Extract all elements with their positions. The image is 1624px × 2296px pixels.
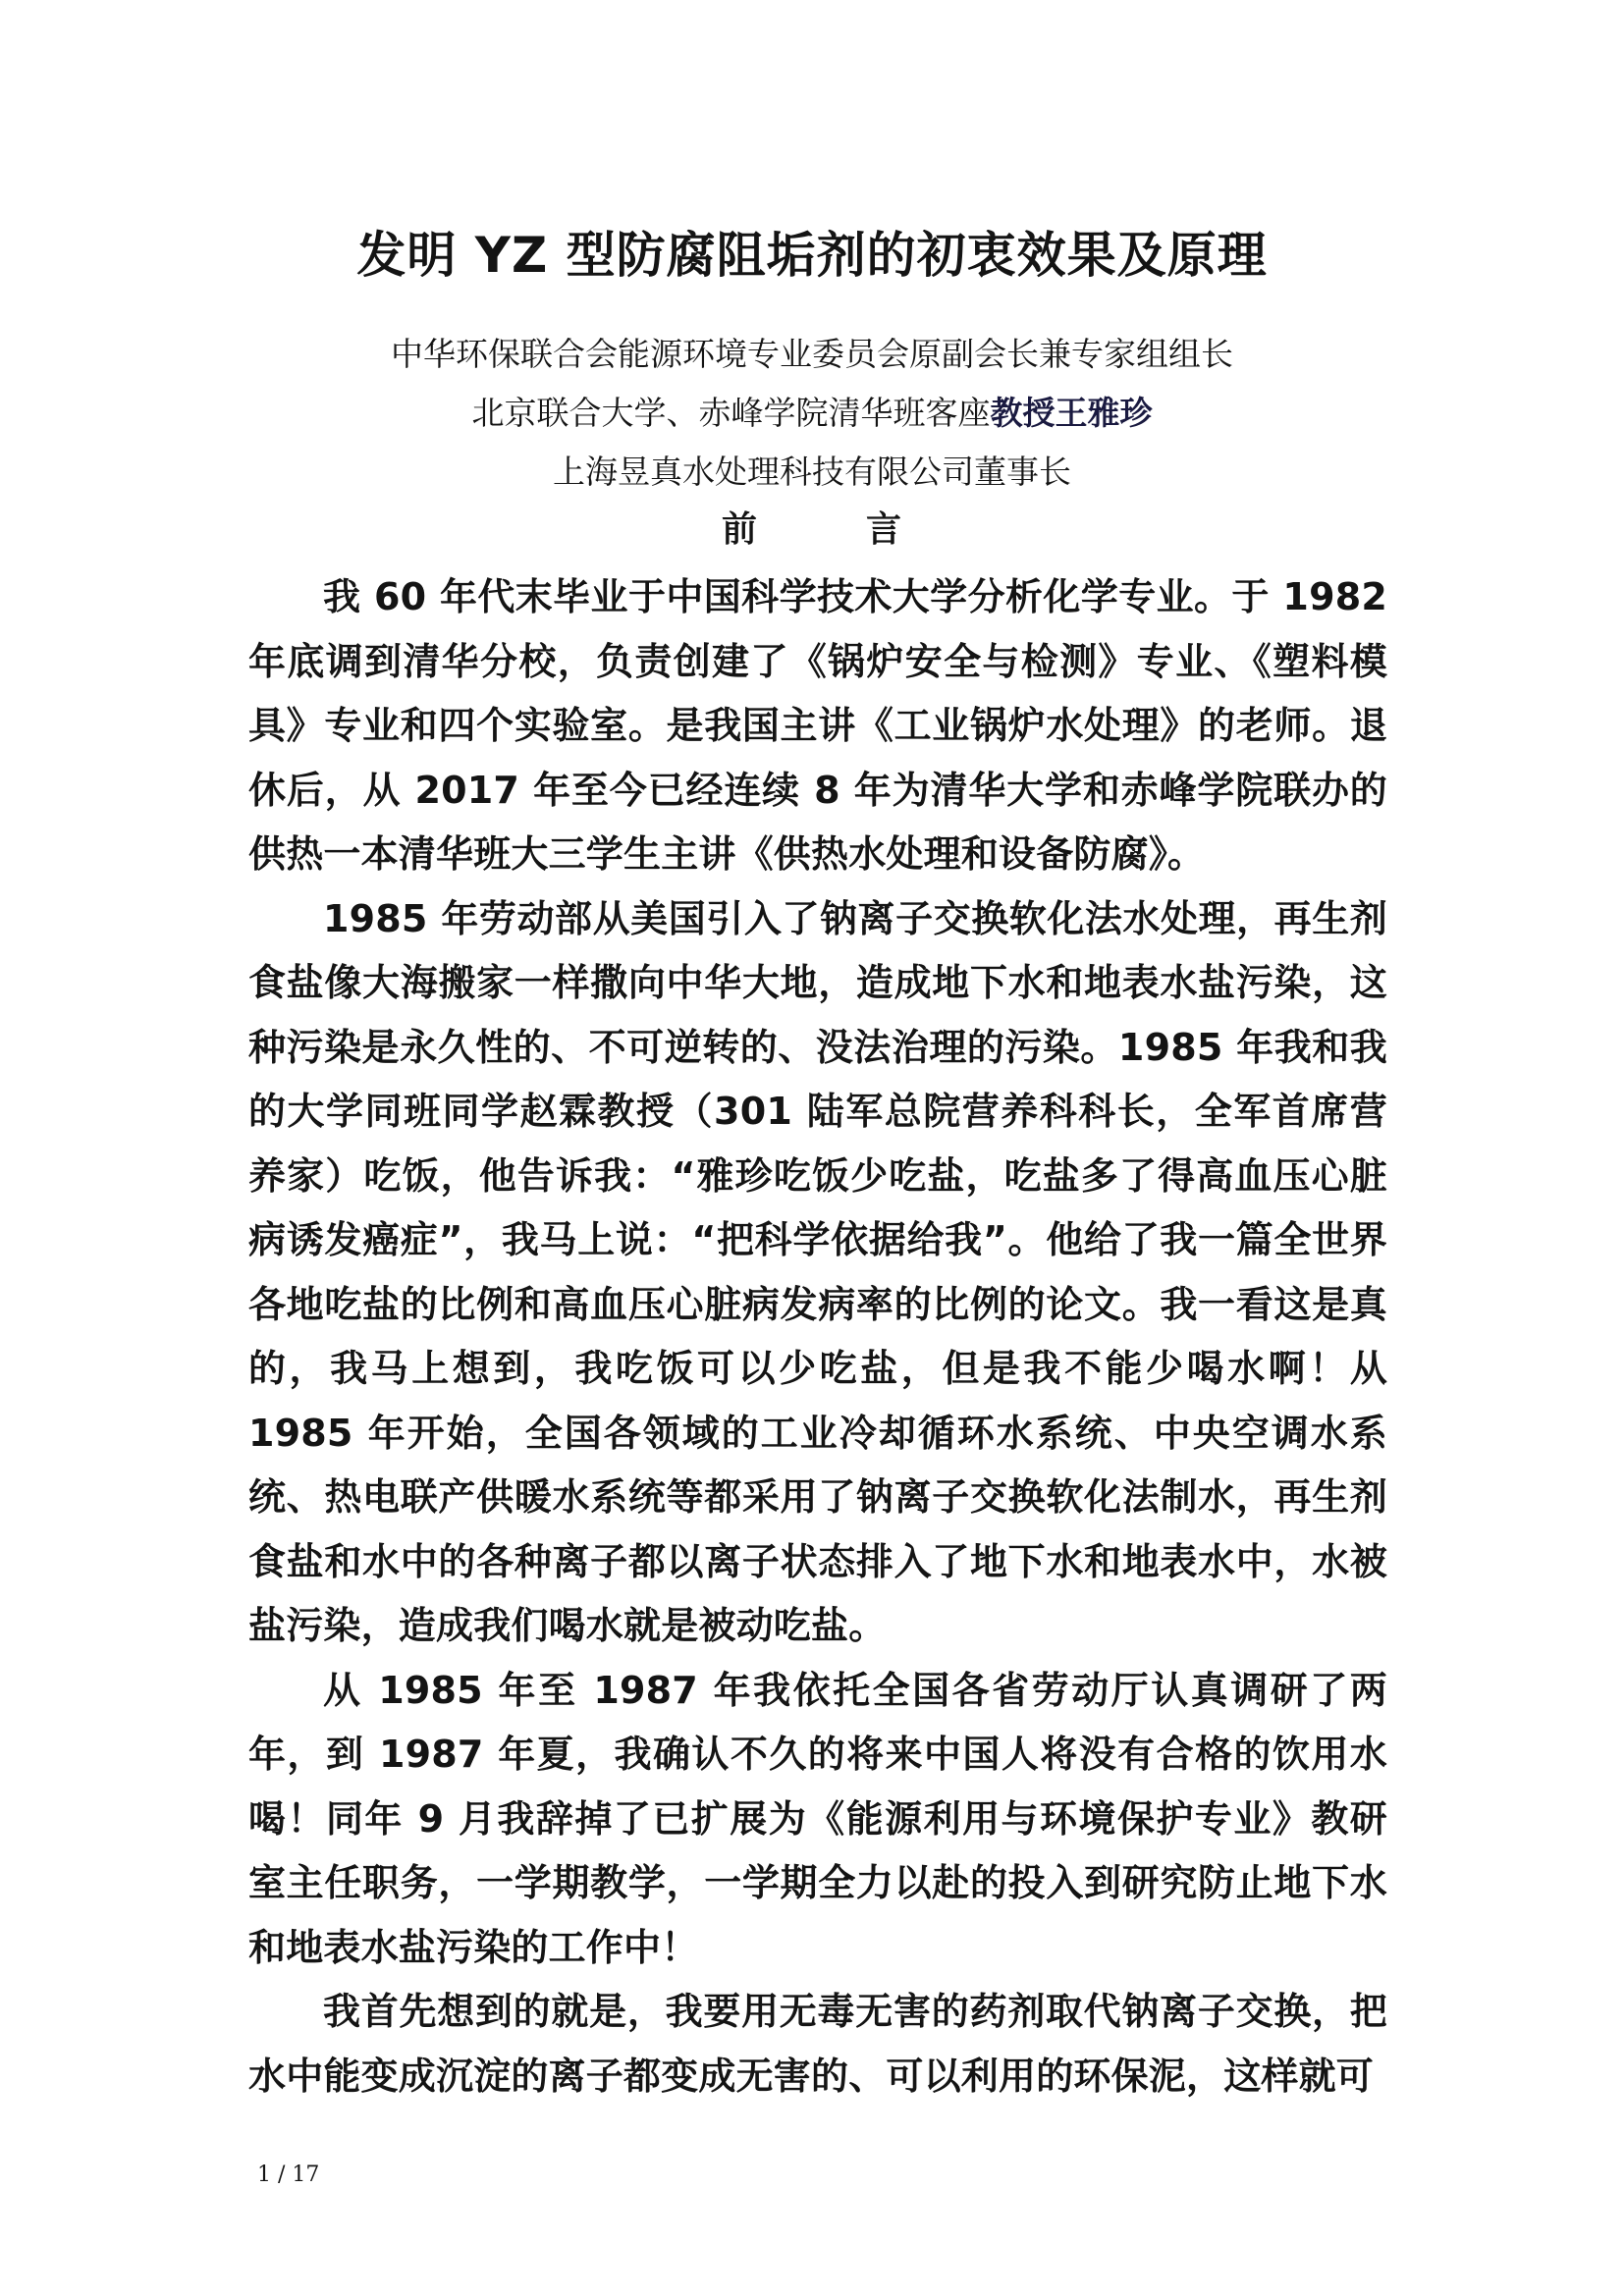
author-affiliation-line-1: 中华环保联合会能源环境专业委员会原副会长兼专家组组长 — [391, 335, 1233, 373]
paragraph-3: 从 1985 年至 1987 年我依托全国各省劳动厅认真调研了两年，到 1987 年夏，我确认不久的将来中国人将没有合格的饮用水喝！同年 9 月我辞掉了已扩展为《能源利用与环境保护专业》教研室主任职务，一学期教学，一学期全力以赴的投入到研究防止地下水和地表水盐污染的工作中！ — [248, 1668, 1387, 1969]
author-affiliation-line-2 — [0, 391, 1624, 436]
author-affiliation-line-3: 上海昱真水处理科技有限公司董事长 — [553, 453, 1071, 491]
section-heading-preface — [0, 503, 1624, 558]
author-affiliation-text: 北京联合大学、赤峰学院清华班客座 — [471, 394, 991, 432]
section-heading-part-1: 前 — [721, 509, 758, 550]
section-heading-part-2: 言 — [866, 509, 903, 550]
paragraph-2: 1985 年劳动部从美国引入了钠离子交换软化法水处理，再生剂食盐像大海搬家一样撒向中华大地，造成地下水和地表水盐污染，这种污染是永久性的、不可逆转的、没法治理的污染。1985 年我和我的大学同班同学赵霖教授（301 陆军总院营养科科长，全军首席营养家）吃饭，他告诉我：“雅珍吃饭少吃盐，吃盐多了得高血压心脏病诱发癌症”，我马上说：“把科学依据给我”。他给了我一篇全世界各地吃盐的比例和高血压心脏病发病率的比例的论文。我一看这是真的，我马上想到，我吃饭可以少吃盐，但是我不能少喝水啊！从 1985 年开始，全国各领域的工业冷却循环水系统、中央空调水系统、热电联产供暖水系统等都采用了钠离子交换软化法制水，再生剂食盐和水中的各种离子都以离子状态排入了地下水和地表水中，水被盐污染，造成我们喝水就是被动吃盐。 — [248, 896, 1387, 1647]
paragraph-4: 我首先想到的就是，我要用无毒无害的药剂取代钠离子交换，把水中能变成沉淀的离子都变成无害的、可以利用的环保泥，这样就可 — [248, 1990, 1387, 2098]
document-title: 发明 YZ 型防腐阻垢剂的初衷效果及原理 — [356, 227, 1268, 284]
page-number: 1 / 17 — [257, 2163, 320, 2187]
author-name: 教授王雅珍 — [990, 394, 1153, 432]
paragraph-1: 我 60 年代末毕业于中国科学技术大学分析化学专业。于 1982 年底调到清华分校，负责创建了《锅炉安全与检测》专业、《塑料模具》专业和四个实验室。是我国主讲《工业锅炉水处理》的老师。退休后，从 2017 年至今已经连续 8 年为清华大学和赤峰学院联办的供热一本清华班大三学生主讲《供热水处理和设备防腐》。 — [248, 575, 1387, 876]
body-text — [248, 565, 1387, 2109]
